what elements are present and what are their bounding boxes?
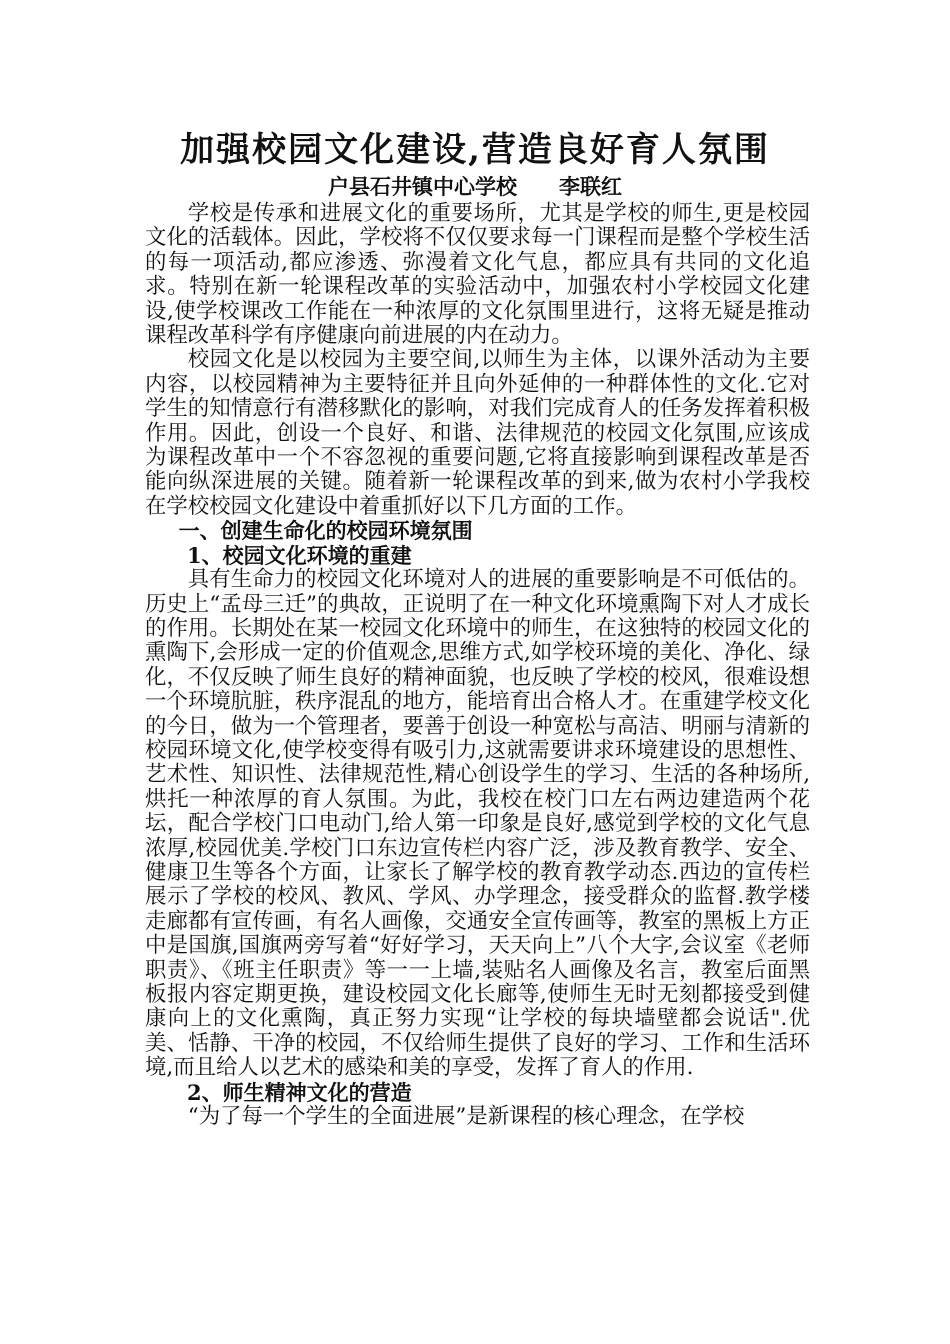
paragraph-definition: 校园文化是以校园为主要空间,以师生为主体，以课外活动为主要内容，以校园精神为主要特征并且向外延伸的一种群体性的文化.它对学生的知情意行有潜移默化的影响，对我们完成育人的任务发挥着积极作用。因此，创设一个良好、和谐、法律规范的校园文化氛围,应该成为课程改革中一个不容忽视的重要问题,它将直接影响到课程改革是否能向纵深进展的关键。随着新一轮课程改革的到来,做为农村小学我校在学校校园文化建设中着重抓好以下几方面的工作。 xyxy=(145,347,810,519)
subsection-heading-1: 1、校园文化环境的重建 xyxy=(187,542,412,568)
paragraph-intro: 学校是传承和进展文化的重要场所，尤其是学校的师生,更是校园文化的活载体。因此，学校将不仅仅要求每一门课程而是整个学校生活的每一项活动,都应渗透、弥漫着文化气息，都应具有共同的文化追求。特别在新一轮课程改革的实验活动中，加强农村小学校园文化建设,使学校课改工作能在一种浓厚的文化氛围里进行，这将无疑是推动课程改革科学有序健康向前进展的内在动力。 xyxy=(145,201,810,349)
paragraph-environment: 具有生命力的校园文化环境对人的进展的重要影响是不可低估的。历史上“孟母三迁”的典故，正说明了在一种文化环境熏陶下对人才成长的作用。长期处在某一校园文化环境中的师生，在这独特的校园文化的熏陶下,会形成一定的价值观念,思维方式,如学校环境的美化、净化、绿化，不仅反映了师生良好的精神面貌，也反映了学校的校风，很难设想一个环境肮脏，秩序混乱的地方，能培育出合格人才。在重建学校文化的今日，做为一个管理者，要善于创设一种宽松与高洁、明丽与清新的校园环境文化,使学校变得有吸引力,这就需要讲求环境建设的思想性、艺术性、知识性、法律规范性,精心创设学生的学习、生活的各种场所,烘托一种浓厚的育人氛围。为此，我校在校门口左右两边建造两个花坛，配合学校门口电动门,给人第一印象是良好,感觉到学校的文化气息浓厚,校园优美.学校门口东边宣传栏内容广泛，涉及教育教学、安全、健康卫生等各个方面，让家长了解学校的教育教学动态.西边的宣传栏展示了学校的校风、教风、学风、办学理念，接受群众的监督.教学楼走廊都有宣传画，有名人画像，交通安全宣传画等，教室的黑板上方正中是国旗,国旗两旁写着“好好学习，天天向上”八个大字,会议室《老师职责》、《班主任职责》等一一上墙,装贴名人画像及名言，教室后面黑板报内容定期更换，建设校园文化长廊等,使师生无时无刻都接受到健康向上的文化熏陶，真正努力实现“让学校的每块墙壁都会说话".优美、恬静、干净的校园，不仅给师生提供了良好的学习、工作和生活环境,而且给人以艺术的感染和美的享受，发挥了育人的作用. xyxy=(145,567,810,1081)
section-heading-1: 一、创建生命化的校园环境氛围 xyxy=(178,518,473,544)
author-byline: 户县石井镇中心学校 李联红 xyxy=(328,174,622,199)
paragraph-spirit: “为了每一个学生的全面进展”是新课程的核心理念，在学校 xyxy=(187,1104,745,1130)
document-title: 加强校园文化建设,营造良好育人氛围 xyxy=(180,130,770,170)
document-body xyxy=(145,202,810,1129)
subsection-heading-2: 2、师生精神文化的营造 xyxy=(187,1079,412,1105)
